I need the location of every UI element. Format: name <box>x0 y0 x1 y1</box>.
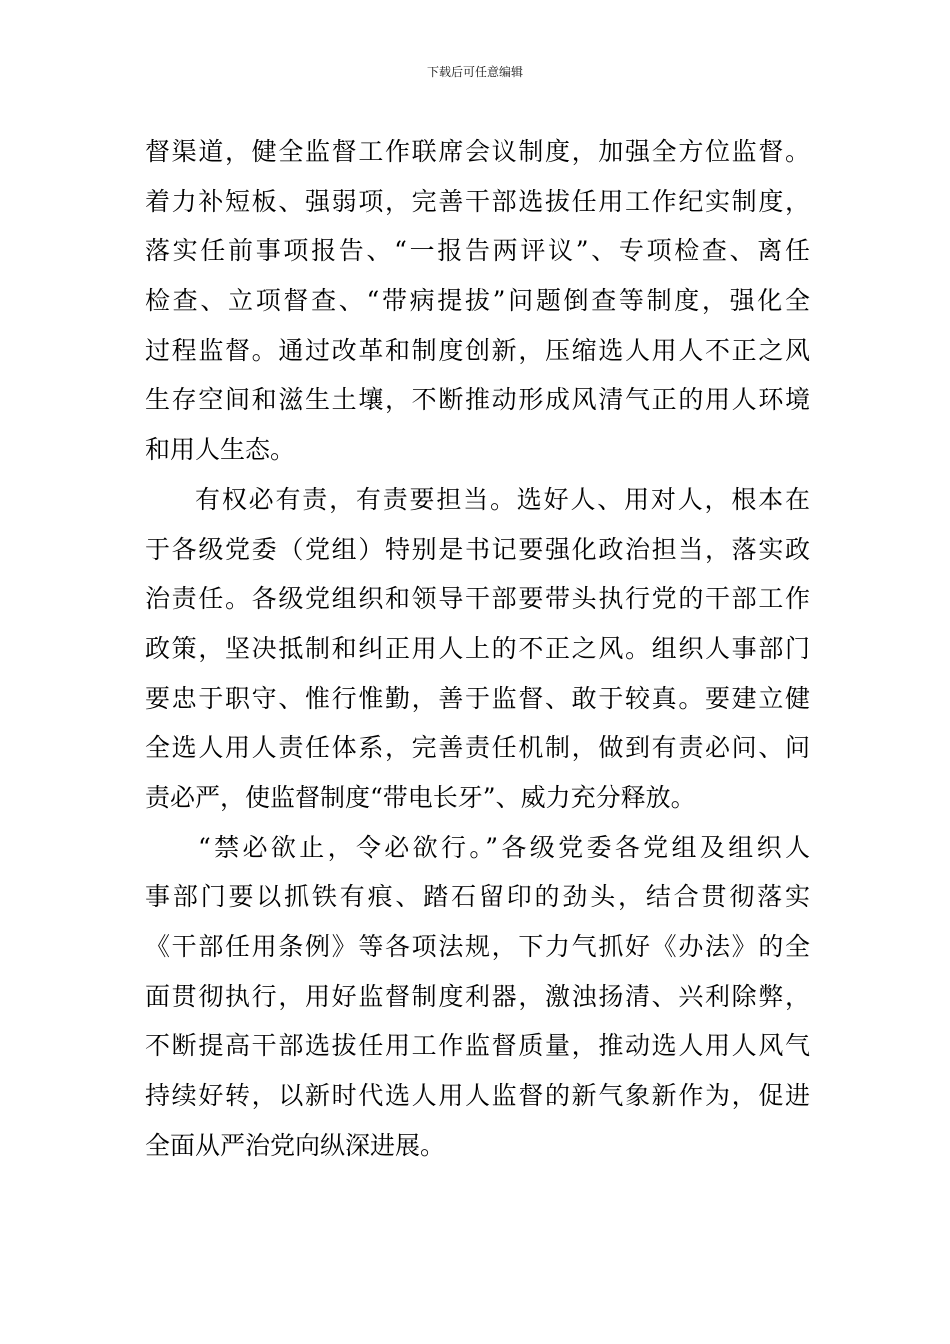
page-header: 下载后可任意编辑 <box>426 65 523 79</box>
paragraph-3-line-1: “禁必欲止，令必欲行。”各级党委各党组及组织人 <box>198 832 810 862</box>
paragraph-2-line-7: 责必严，使监督制度“带电长牙”、威力充分释放。 <box>145 782 696 812</box>
body-text <box>145 127 810 1170</box>
paragraph-3-line-4: 面贯彻执行，用好监督制度利器，激浊扬清、兴利除弊， <box>145 981 810 1011</box>
paragraph-1-line-4: 检查、立项督查、“带病提拔”问题倒查等制度，强化全 <box>145 286 810 316</box>
paragraph-1-line-1: 督渠道，健全监督工作联席会议制度，加强全方位监督。 <box>145 137 810 166</box>
paragraph-2-line-3: 治责任。各级党组织和领导干部要带头执行党的干部工作 <box>145 584 810 614</box>
paragraph-1-line-6: 生存空间和滋生土壤，不断推动形成风清气正的用人环境 <box>145 385 810 415</box>
paragraph-2-line-2: 于各级党委（党组）特别是书记要强化政治担当，落实政 <box>145 534 810 564</box>
paragraph-2-line-1: 有权必有责，有责要担当。选好人、用对人，根本在 <box>195 484 810 514</box>
paragraph-3-line-2: 事部门要以抓铁有痕、踏石留印的劲头，结合贯彻落实 <box>145 882 810 912</box>
paragraph-3-line-7: 全面从严治党向纵深进展。 <box>145 1130 446 1160</box>
paragraph-3-line-5: 不断提高干部选拔任用工作监督质量，推动选人用人风气 <box>145 1031 810 1061</box>
paragraph-2-line-4: 政策，坚决抵制和纠正用人上的不正之风。组织人事部门 <box>145 633 810 663</box>
paragraph-1-line-3: 落实任前事项报告、“一报告两评议”、专项检查、离任 <box>145 236 810 266</box>
paragraph-3-line-3: 《干部任用条例》等各项法规，下力气抓好《办法》的全 <box>145 932 810 961</box>
paragraph-1-line-2: 着力补短板、强弱项，完善干部选拔任用工作纪实制度， <box>145 186 810 216</box>
paragraph-2-line-6: 全选人用人责任体系，完善责任机制，做到有责必问、问 <box>145 733 810 763</box>
paragraph-1-line-7: 和用人生态。 <box>145 435 296 465</box>
paragraph-1-line-5: 过程监督。通过改革和制度创新，压缩选人用人不正之风 <box>145 335 810 365</box>
paragraph-3-line-6: 持续好转，以新时代选人用人监督的新气象新作为，促进 <box>145 1081 810 1111</box>
paragraph-2-line-5: 要忠于职守、惟行惟勤，善于监督、敢于较真。要建立健 <box>145 683 810 713</box>
